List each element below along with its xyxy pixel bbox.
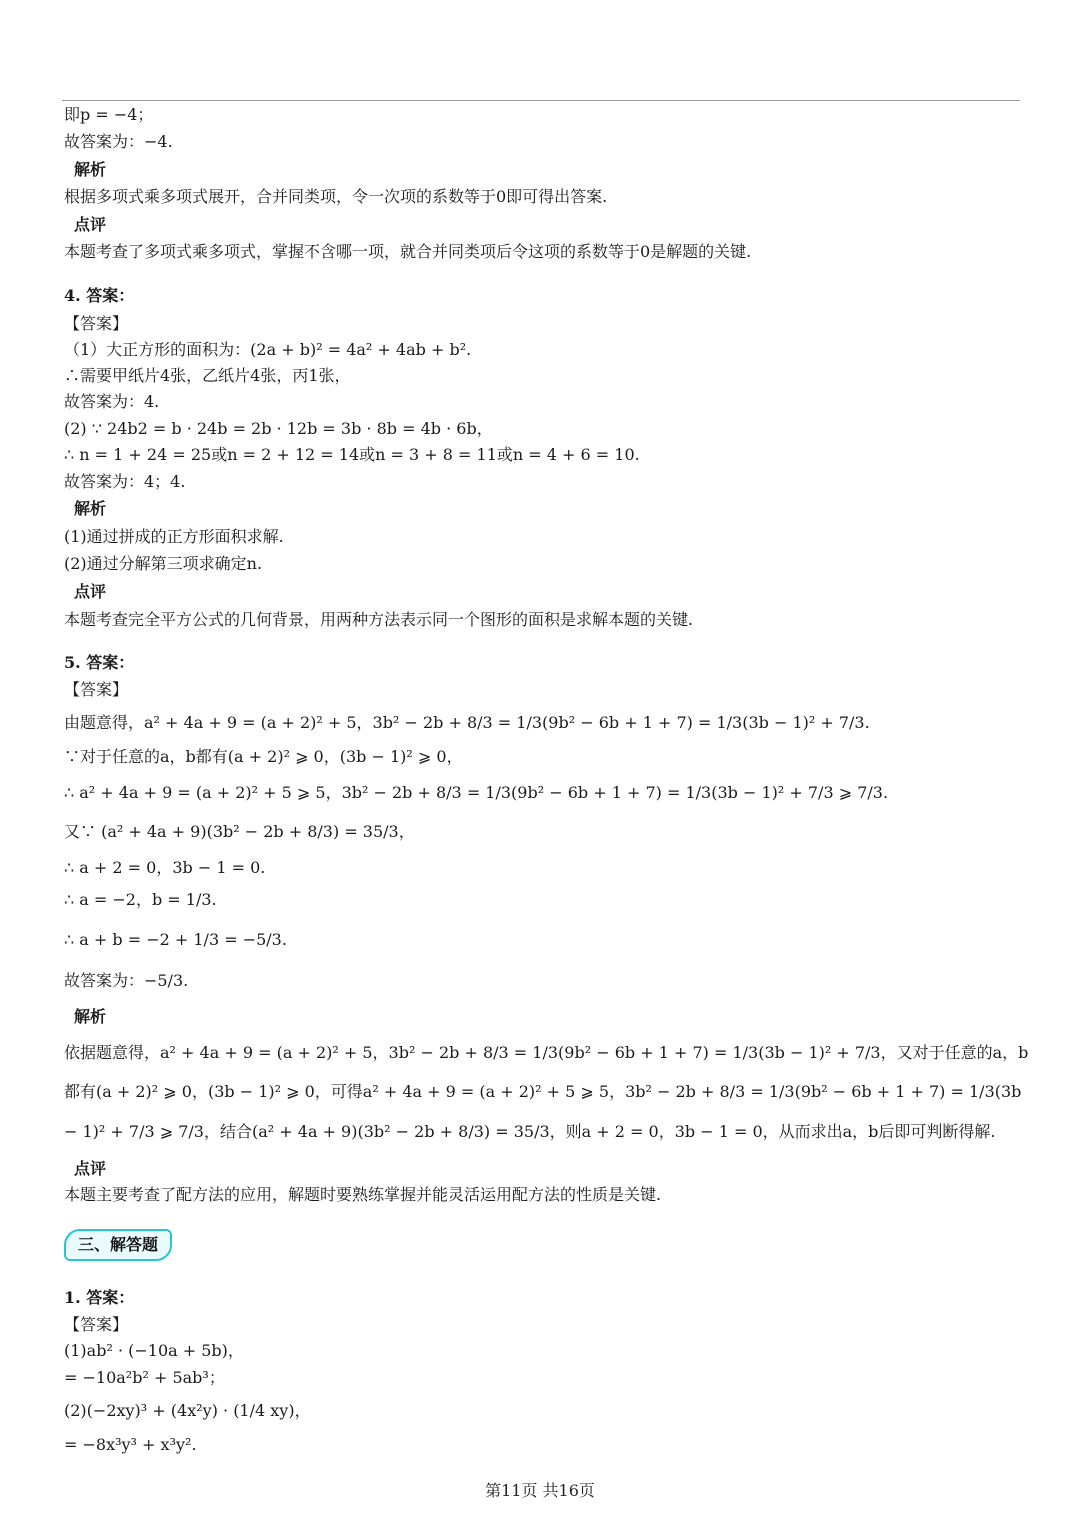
q4-comment: 本题考查完全平方公式的几何背景，用两种方法表示同一个图形的面积是求解本题的关键. bbox=[64, 610, 694, 629]
section-badge: 三、解答题 bbox=[64, 1229, 172, 1261]
q5-analysis-2: 都有(a + 2)² ⩾ 0，(3b − 1)² ⩾ 0，可得a² + 4a + 9 = (a + 2)² + 5 ⩾ 5，3b² − 2b + 8/3 = 1/3(9b² − 6b + 1 + 7) = 1/3(3b bbox=[64, 1082, 1022, 1101]
q5-comment: 本题主要考查了配方法的应用，解题时要熟练掌握并能灵活运用配方法的性质是关键. bbox=[64, 1185, 662, 1204]
q4-line-6: 故答案为：4；4. bbox=[64, 472, 186, 491]
q4-analysis-1: (1)通过拼成的正方形面积求解. bbox=[64, 527, 284, 546]
q5-comment-title: 点评 bbox=[74, 1159, 107, 1178]
s3q1-line-2: = −10a²b² + 5ab³； bbox=[64, 1368, 225, 1387]
s3q1-line-4: = −8x³y³ + x³y². bbox=[64, 1435, 197, 1454]
q5-analysis-title: 解析 bbox=[74, 1007, 107, 1026]
q5-line-5: ∴ a + 2 = 0，3b − 1 = 0. bbox=[64, 858, 266, 877]
prev-comment: 本题考查了多项式乘多项式，掌握不含哪一项，就合并同类项后令这项的系数等于0是解题的关键. bbox=[64, 242, 752, 261]
q5-line-6: ∴ a = −2，b = 1/3. bbox=[64, 890, 217, 909]
q4-line-3: 故答案为：4. bbox=[64, 392, 160, 411]
q5-heading: 5. 答案： bbox=[64, 653, 135, 672]
q4-line-1: （1）大正方形的面积为：(2a + b)² = 4a² + 4ab + b². bbox=[64, 340, 472, 359]
s3q1-line-1: (1)ab² · (−10a + 5b)， bbox=[64, 1341, 244, 1360]
q5-analysis-1: 依据题意得，a² + 4a + 9 = (a + 2)² + 5，3b² − 2b + 8/3 = 1/3(9b² − 6b + 1 + 7) = 1/3(3b − 1)² + 7/3，又对于任意的a，b bbox=[64, 1043, 1029, 1062]
prev-analysis: 根据多项式乘多项式展开，合并同类项，令一次项的系数等于0即可得出答案. bbox=[64, 187, 608, 206]
prev-line-2: 故答案为：−4. bbox=[64, 132, 173, 151]
q5-line-4: 又∵ (a² + 4a + 9)(3b² − 2b + 8/3) = 35/3， bbox=[64, 822, 415, 841]
q5-line-2: ∵对于任意的a，b都有(a + 2)² ⩾ 0，(3b − 1)² ⩾ 0， bbox=[64, 747, 463, 766]
q5-answer-tag: 【答案】 bbox=[64, 680, 129, 699]
s3q1-answer-tag: 【答案】 bbox=[64, 1315, 129, 1334]
prev-analysis-title: 解析 bbox=[74, 160, 107, 179]
header-divider bbox=[62, 100, 1020, 101]
s3q1-line-3: (2)(−2xy)³ + (4x²y) · (1/4 xy)， bbox=[64, 1401, 311, 1420]
q5-line-3: ∴ a² + 4a + 9 = (a + 2)² + 5 ⩾ 5，3b² − 2b + 8/3 = 1/3(9b² − 6b + 1 + 7) = 1/3(3b − 1)² + 7/3 ⩾ 7/3. bbox=[64, 783, 889, 802]
q5-line-8: 故答案为：−5/3. bbox=[64, 971, 189, 990]
prev-line-1: 即p = −4； bbox=[64, 105, 154, 124]
q4-line-5: ∴ n = 1 + 24 = 25或n = 2 + 12 = 14或n = 3 + 8 = 11或n = 4 + 6 = 10. bbox=[64, 445, 640, 464]
prev-comment-title: 点评 bbox=[74, 215, 107, 234]
q4-answer-tag: 【答案】 bbox=[64, 314, 129, 333]
q4-line-4: (2) ∵ 24b2 = b · 24b = 2b · 12b = 3b · 8b = 4b · 6b， bbox=[64, 419, 493, 438]
q4-analysis-2: (2)通过分解第三项求确定n. bbox=[64, 554, 263, 573]
page-footer: 第11页 共16页 bbox=[485, 1481, 595, 1500]
q4-heading: 4. 答案： bbox=[64, 286, 135, 305]
q4-comment-title: 点评 bbox=[74, 582, 107, 601]
q4-analysis-title: 解析 bbox=[74, 499, 107, 518]
q5-line-7: ∴ a + b = −2 + 1/3 = −5/3. bbox=[64, 930, 287, 949]
s3q1-heading: 1. 答案： bbox=[64, 1288, 135, 1307]
q5-line-1: 由题意得，a² + 4a + 9 = (a + 2)² + 5，3b² − 2b + 8/3 = 1/3(9b² − 6b + 1 + 7) = 1/3(3b − 1)² + 7/3. bbox=[64, 713, 870, 732]
q4-line-2: ∴需要甲纸片4张，乙纸片4张，丙1张， bbox=[64, 366, 351, 385]
q5-analysis-3: − 1)² + 7/3 ⩾ 7/3，结合(a² + 4a + 9)(3b² − 2b + 8/3) = 35/3，则a + 2 = 0，3b − 1 = 0，从而求出a，b后即可判断得解. bbox=[64, 1122, 996, 1141]
